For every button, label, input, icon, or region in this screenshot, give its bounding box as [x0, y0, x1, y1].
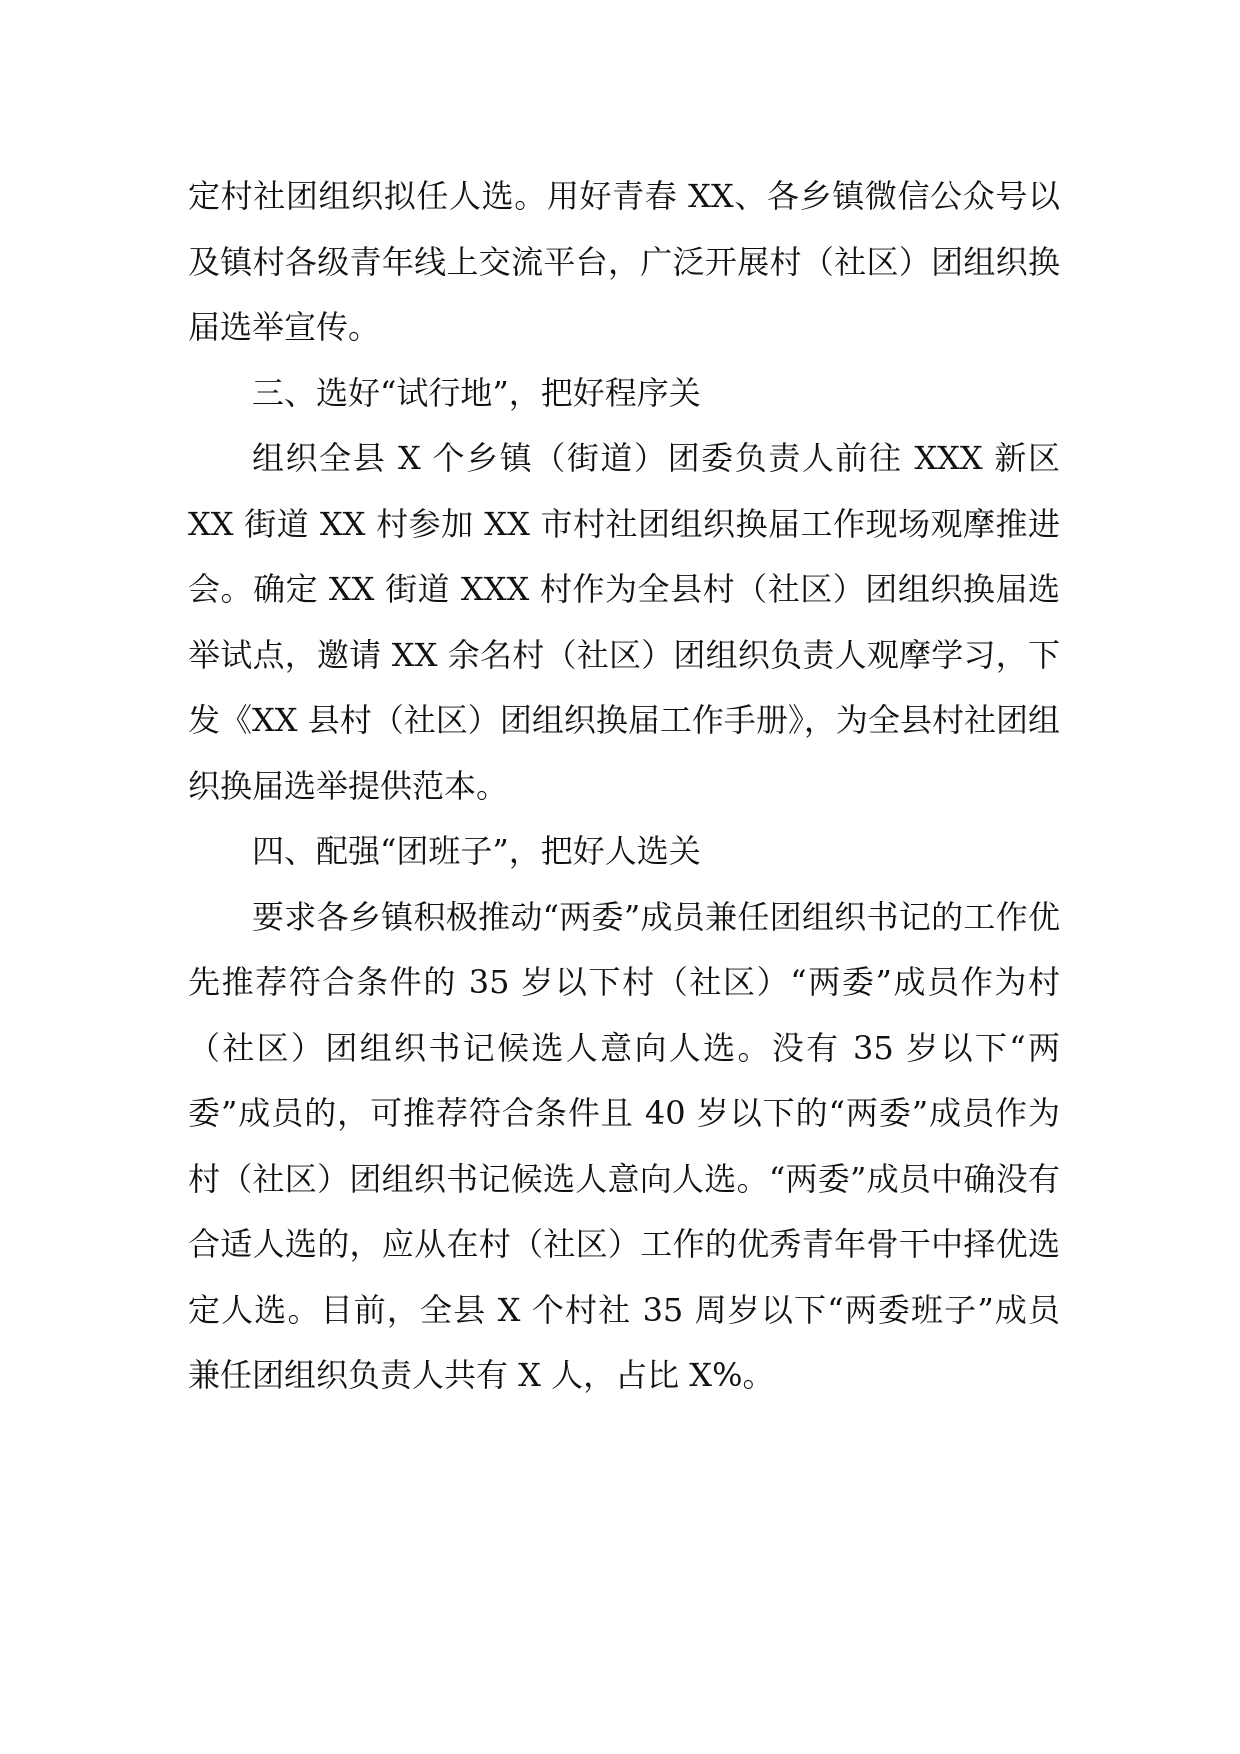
paragraph-trial-site: 组织全县 X 个乡镇（街道）团委负责人前往 XXX 新区 XX 街道 XX 村参加 XX 市村社团组织换届工作现场观摩推进会。确定 XX 街道 XXX 村作为全县村（社区）团组织换届选举试点，邀请 XX 余名村（社区）团组织负责人观摩学习，下发《XX 县村（社区）团组织换届工作手册》，为全县村社团组织换届选举提供范本。 [188, 439, 1060, 805]
section-heading-four: 四、配强“团班子”，把好人选关 [252, 832, 701, 870]
document-page [188, 164, 1060, 1409]
paragraph-continuation: 定村社团组织拟任人选。用好青春 XX、各乡镇微信公众号以及镇村各级青年线上交流平台，广泛开展村（社区）团组织换届选举宣传。 [188, 177, 1060, 346]
section-heading-three: 三、选好“试行地”，把好程序关 [252, 373, 701, 412]
paragraph-team-leaders: 要求各乡镇积极推动“两委”成员兼任团组织书记的工作优先推荐符合条件的 35 岁以下村（社区）“两委”成员作为村（社区）团组织书记候选人意向人选。没有 35 岁以下“两委”成员的，可推荐符合条件且 40 岁以下的“两委”成员作为村（社区）团组织书记候选人意向人选。“两委”成员中确没有合适人选的，应从在村（社区）工作的优秀青年骨干中择优选定人选。目前，全县 X 个村社 35 周岁以下“两委班子”成员兼任团组织负责人共有 X 人，占比 X%。 [188, 897, 1060, 1394]
